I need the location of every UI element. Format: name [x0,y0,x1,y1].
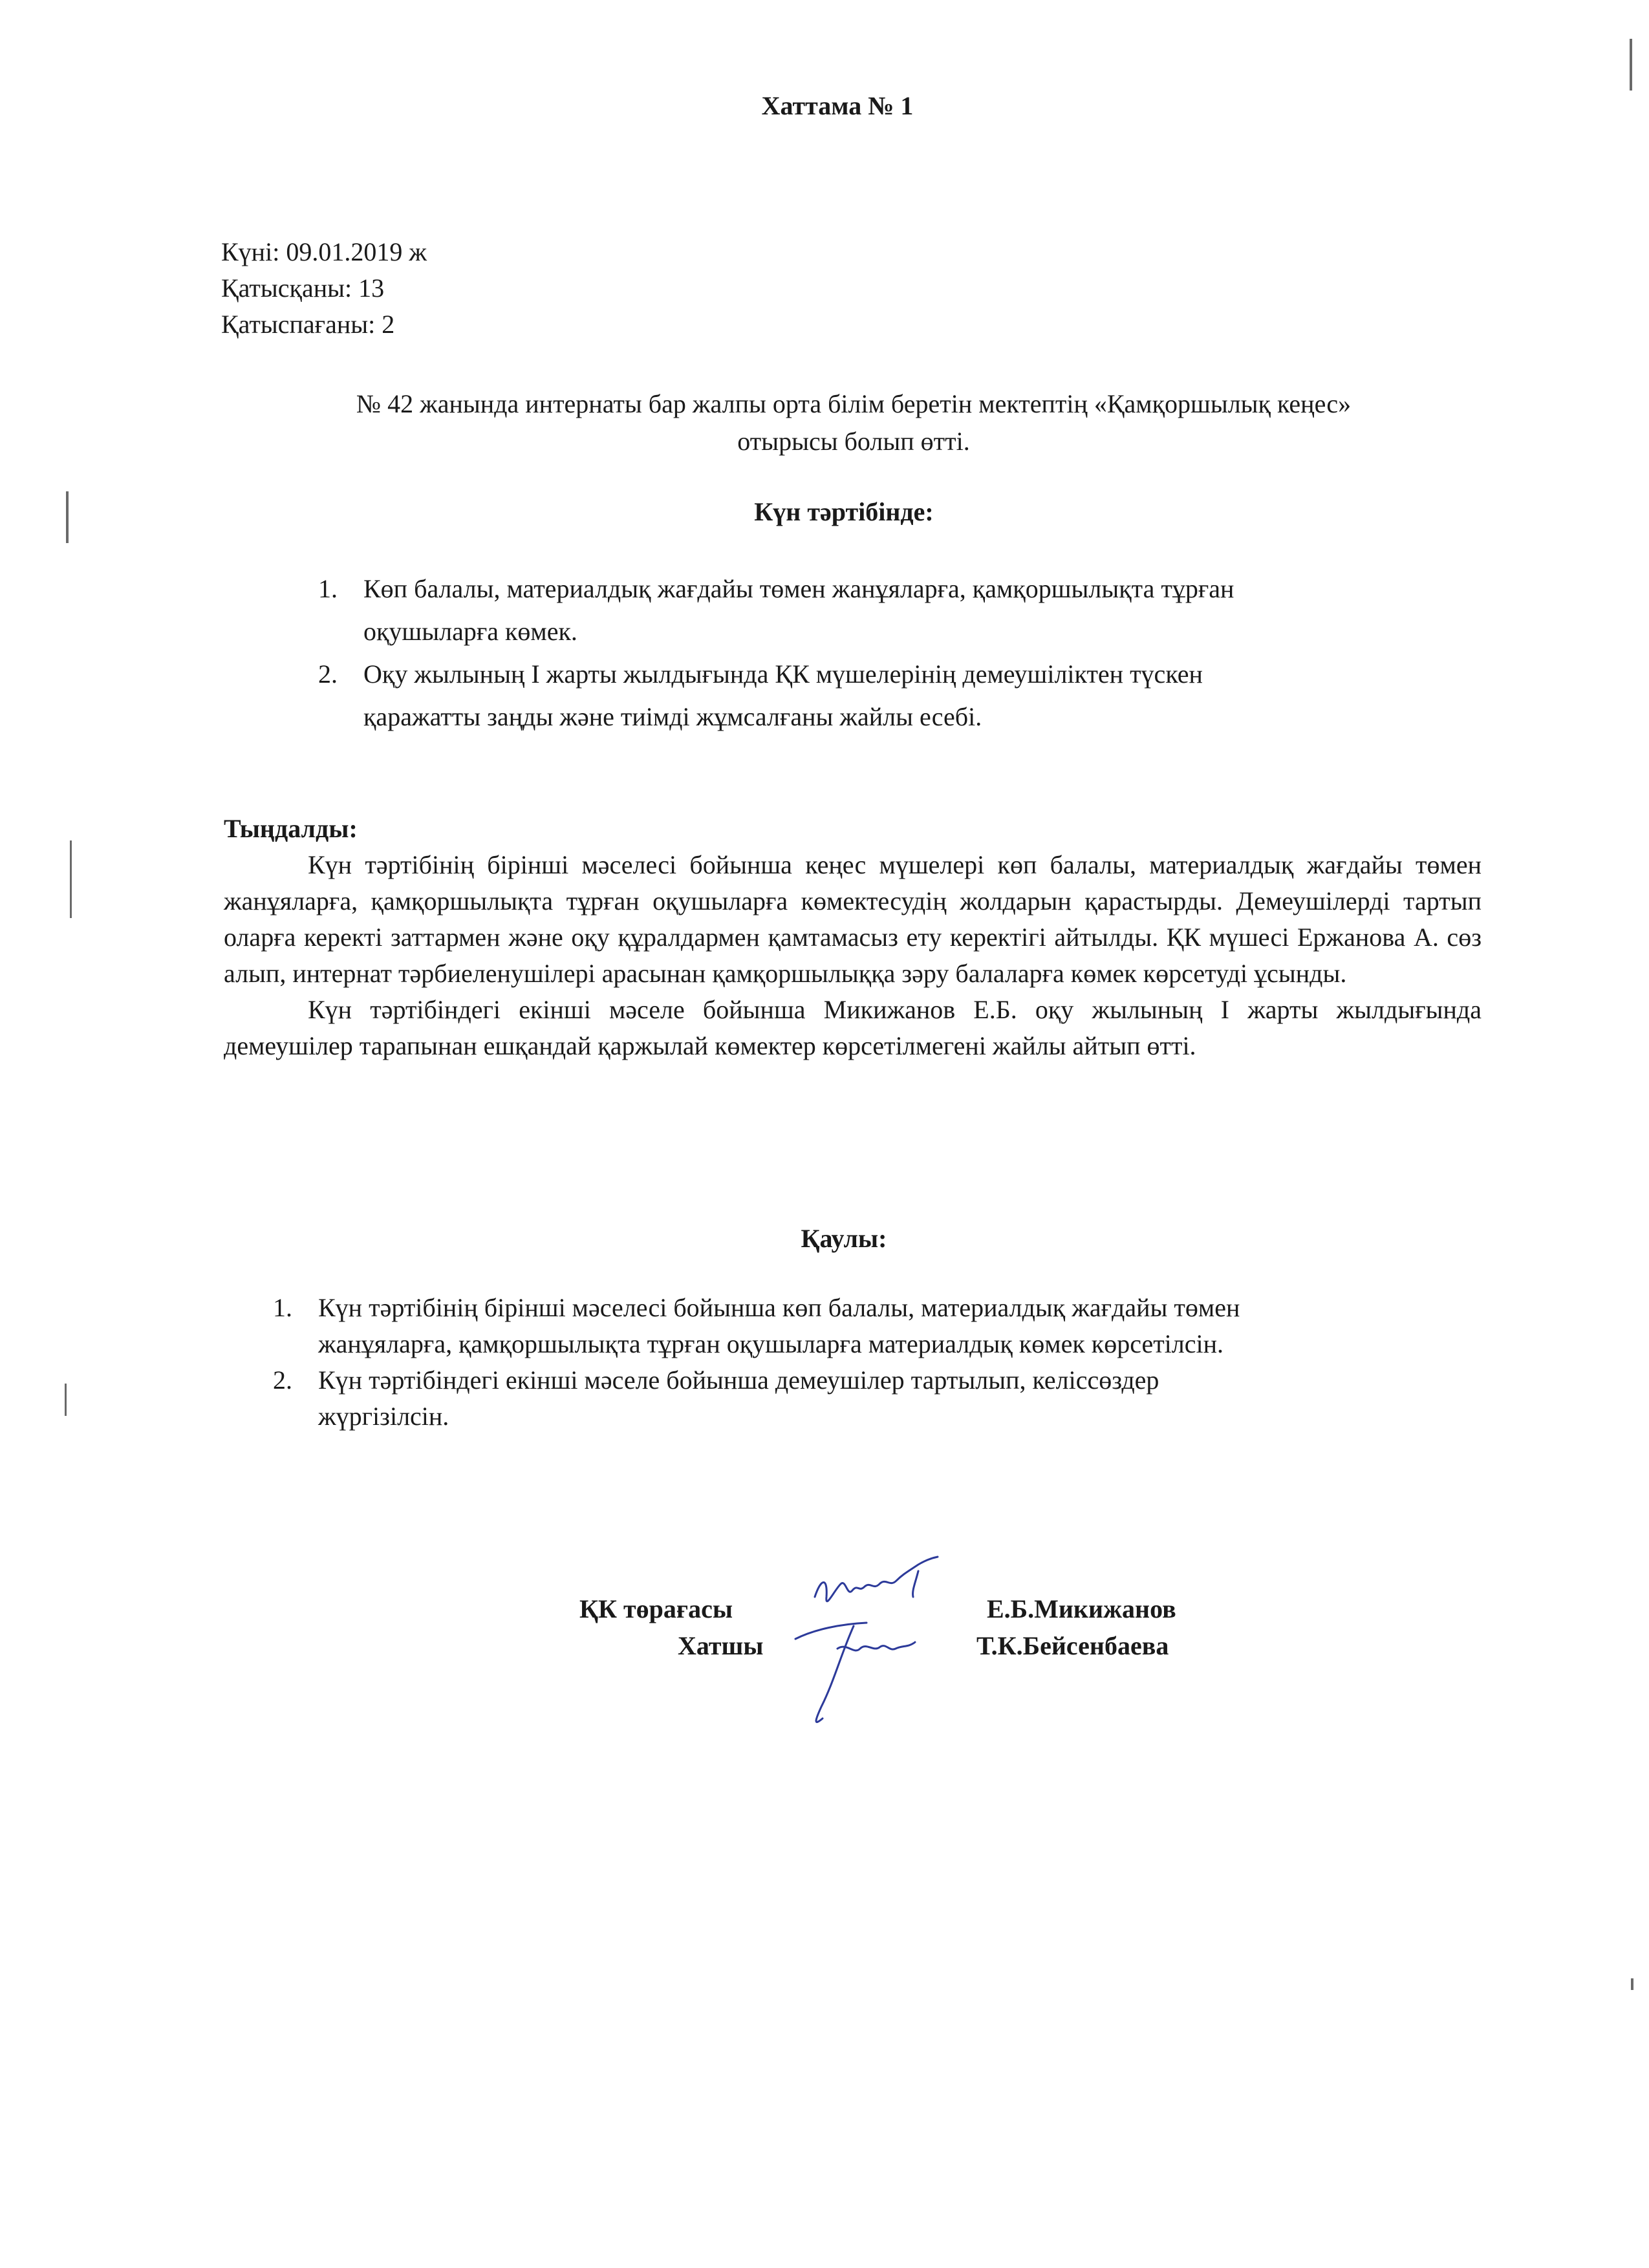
decision-item-number: 2. [273,1365,292,1395]
agenda-item [318,653,1495,738]
document-title: Хаттама № 1 [761,91,914,120]
absentees-count: Қатыспағаны: 2 [221,310,395,339]
agenda-item-line: Оқу жылының І жарты жылдығында ҚК мүшелерінің демеушіліктен түскен [363,659,1203,689]
meeting-date: Күні: 09.01.2019 ж [221,237,427,266]
scan-edge-mark [70,840,72,918]
scan-edge-mark [1631,1978,1633,1990]
secretary-role: Хатшы [678,1631,764,1660]
intro-text [213,385,1494,460]
attendees-count: Қатысқаны: 13 [221,273,385,303]
agenda-item-number: 2. [318,659,338,689]
intro-line-1: № 42 жанында интернаты бар жалпы орта білім беретін мектептің «Қамқоршылық кеңес» [356,389,1352,418]
decision-item-number: 1. [273,1293,292,1322]
agenda-item-line: Көп балалы, материалдық жағдайы төмен жанұяларға, қамқоршылықта тұрған [363,574,1234,603]
agenda-item-line: қаражатты заңды және тиімді жұмсалғаны жайлы есебі. [363,702,982,731]
heard-heading: Тыңдалды: [224,814,358,843]
decision-heading: Қаулы: [801,1224,887,1253]
chairman-name: Е.Б.Микижанов [987,1594,1176,1623]
heard-section [224,847,1482,1064]
decision-item-line: жанұяларға, қамқоршылықта тұрған оқушыларға материалдық көмек көрсетілсін. [318,1329,1224,1358]
agenda-item-number: 1. [318,574,338,603]
decision-list [273,1290,1502,1435]
heard-paragraph: Күн тәртібінің бірінші мәселесі бойынша кеңес мүшелері көп балалы, материалдық жағдайы төмен жанұяларға, қамқоршылықта тұрған оқушыларға көмектесудің жолдарын қарастырды. Демеушілерді тартып оларға керекті заттармен және оқу құралдармен қамтамасыз ету керектігі айтылды. ҚК мүшесі Ержанова А. сөз алып, интернат тәрбиеленушілері арасынан қамқоршылыққа зәру балаларға көмек көрсетуді ұсынды. [224,850,1482,988]
scan-edge-mark [65,1384,67,1416]
decision-item-line: жүргізілсін. [318,1402,449,1431]
heard-paragraph: Күн тәртібіндегі екінші мәселе бойынша Микижанов Е.Б. оқу жылының І жарты жылдығында демеушілер тарапынан ешқандай қаржылай көмектер көрсетілмегені жайлы айтып өтті. [224,995,1482,1060]
handwritten-signature [776,1552,970,1746]
chairman-role: ҚК төрағасы [579,1594,733,1623]
scan-edge-mark [1630,39,1632,91]
scan-edge-mark [66,491,69,543]
decision-item [273,1290,1502,1362]
decision-item-line: Күн тәртібінің бірінші мәселесі бойынша көп балалы, материалдық жағдайы төмен [318,1293,1240,1322]
intro-line-2: отырысы болып өтті. [737,427,970,456]
agenda-heading: Күн тәртібінде: [754,497,934,526]
agenda-item [318,568,1495,653]
decision-item-line: Күн тәртібіндегі екінші мәселе бойынша демеушілер тартылып, келіссөздер [318,1365,1159,1395]
agenda-list [318,568,1495,738]
decision-item [273,1362,1502,1435]
meeting-info [221,234,427,343]
secretary-name: Т.К.Бейсенбаева [976,1631,1169,1660]
agenda-item-line: оқушыларға көмек. [363,617,577,646]
